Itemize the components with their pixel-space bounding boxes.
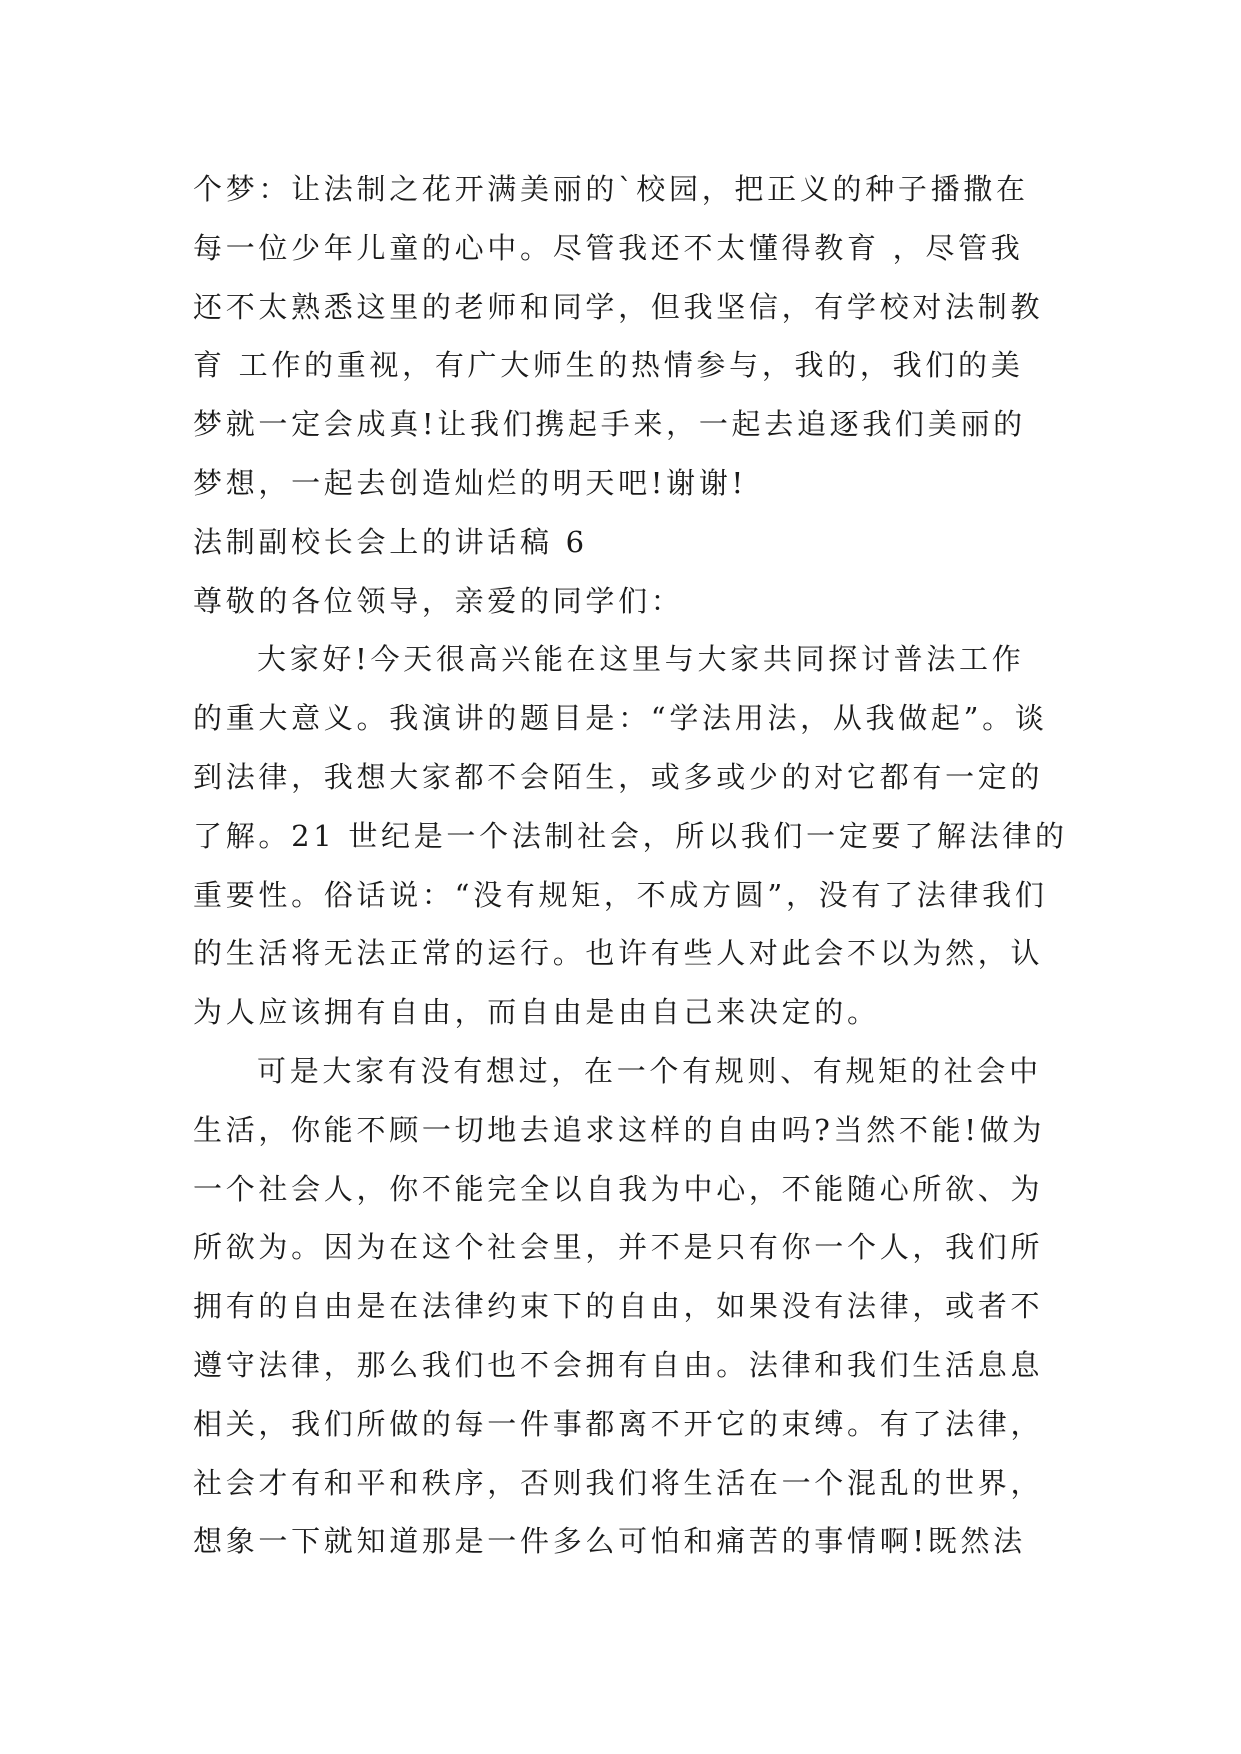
text-line: 所欲为。因为在这个社会里，并不是只有你一个人，我们所 xyxy=(193,1230,1044,1265)
text-line: 想象一下就知道那是一件多么可怕和痛苦的事情啊!既然法 xyxy=(193,1524,1026,1559)
text-line: 到法律，我想大家都不会陌生，或多或少的对它都有一定的 xyxy=(193,759,1044,794)
section-heading: 法制副校长会上的讲话稿 6 xyxy=(193,524,588,559)
text-line: 拥有的自由是在法律约束下的自由，如果没有法律，或者不 xyxy=(193,1289,1044,1324)
text-line: 一个社会人，你不能完全以自我为中心，不能随心所欲、为 xyxy=(193,1171,1044,1206)
text-line: 生活，你能不顾一切地去追求这样的自由吗?当然不能!做为 xyxy=(193,1112,1046,1147)
text-line: 了解。21 世纪是一个法制社会，所以我们一定要了解法律的 xyxy=(193,818,1068,853)
text-line: 育 工作的重视，有广大师生的热情参与，我的，我们的美 xyxy=(193,348,1024,383)
text-line: 遵守法律，那么我们也不会拥有自由。法律和我们生活息息 xyxy=(193,1347,1044,1382)
text-line: 重要性。俗话说：“没有规矩，不成方圆”，没有了法律我们 xyxy=(193,877,1048,912)
text-line: 的重大意义。我演讲的题目是：“学法用法，从我做起”。谈 xyxy=(193,701,1048,736)
text-line: 每一位少年儿童的心中。尽管我还不太懂得教育 ，尽管我 xyxy=(193,230,1024,265)
text-line: 社会才有和平和秩序，否则我们将生活在一个混乱的世界， xyxy=(193,1465,1044,1500)
paragraph-start: 大家好!今天很高兴能在这里与大家共同探讨普法工作 xyxy=(257,642,1025,677)
text-line: 梦就一定会成真!让我们携起手来，一起去追逐我们美丽的 xyxy=(193,407,1026,442)
text-line: 还不太熟悉这里的老师和同学，但我坚信，有学校对法制教 xyxy=(193,289,1044,324)
text-line: 梦想，一起去创造灿烂的明天吧!谢谢! xyxy=(193,465,747,500)
text-line: 为人应该拥有自由，而自由是由自己来决定的。 xyxy=(193,995,880,1030)
text-line: 个梦：让法制之花开满美丽的`校园，把正义的种子播撒在 xyxy=(193,172,1029,206)
text-line: 相关，我们所做的每一件事都离不开它的束缚。有了法律， xyxy=(193,1406,1044,1441)
paragraph-start: 可是大家有没有想过，在一个有规则、有规矩的社会中 xyxy=(257,1053,1042,1088)
document-body xyxy=(193,160,1068,1571)
salutation: 尊敬的各位领导，亲爱的同学们： xyxy=(193,583,684,618)
text-line: 的生活将无法正常的运行。也许有些人对此会不以为然，认 xyxy=(193,936,1044,971)
